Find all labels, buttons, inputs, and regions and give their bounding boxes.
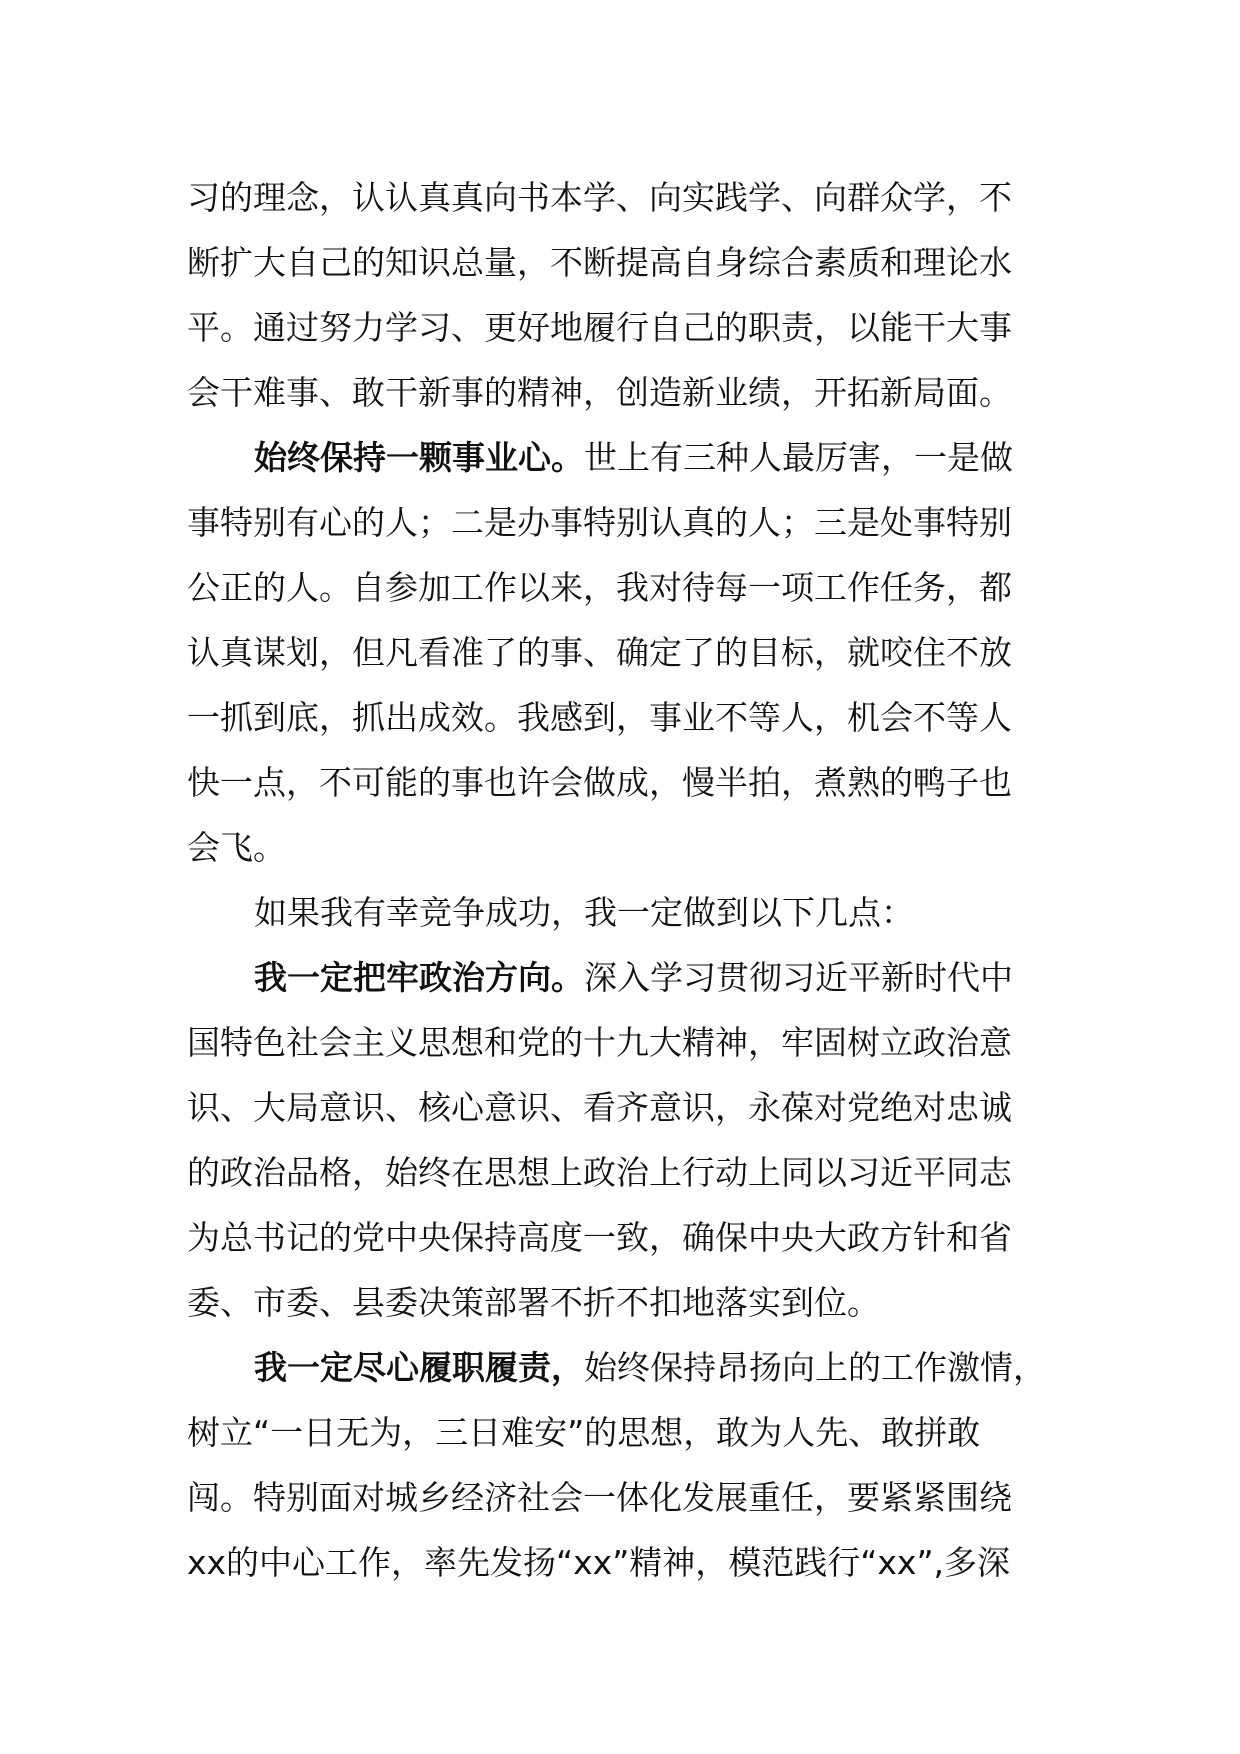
text-line: 闯。特别面对城乡经济社会一体化发展重任，要紧紧围绕	[187, 1478, 1012, 1517]
text-line: 国特色社会主义思想和党的十九大精神，牢固树立政治意	[187, 1023, 1012, 1062]
text-line: 委、市委、县委决策部署不折不扣地落实到位。	[187, 1283, 880, 1322]
text-line: 断扩大自己的知识总量，不断提高自身综合素质和理论水	[187, 243, 1012, 282]
text-line: 公正的人。自参加工作以来，我对待每一项工作任务，都	[187, 568, 1012, 607]
paragraph-start-line: 我一定尽心履职履责，始终保持昂扬向上的工作激情，	[254, 1348, 1046, 1387]
paragraph-start-line: 如果我有幸竞争成功，我一定做到以下几点：	[254, 893, 914, 932]
text-line: 识、大局意识、核心意识、看齐意识，永葆对党绝对忠诚	[187, 1088, 1012, 1127]
text-line: 会干难事、敢干新事的精神，创造新业绩，开拓新局面。	[187, 373, 1012, 412]
text-line: 习的理念，认认真真向书本学、向实践学、向群众学，不	[187, 178, 1012, 217]
text-line: 的政治品格，始终在思想上政治上行动上同以习近平同志	[187, 1153, 1012, 1192]
text-line: 快一点，不可能的事也许会做成，慢半拍，煮熟的鸭子也	[187, 763, 1012, 802]
paragraph-heading: 我一定把牢政治方向。	[254, 958, 584, 997]
text-line: 树立“一日无为，三日难安”的思想，敢为人先、敢拼敢	[187, 1413, 981, 1452]
paragraph-start-line: 始终保持一颗事业心。世上有三种人最厉害，一是做	[254, 438, 1013, 477]
text-line: 会飞。	[187, 828, 286, 867]
text-line: 为总书记的党中央保持高度一致，确保中央大政方针和省	[187, 1218, 1012, 1257]
paragraph-heading: 我一定尽心履职履责，	[254, 1348, 584, 1387]
text-line: 一抓到底，抓出成效。我感到，事业不等人，机会不等人	[187, 698, 1012, 737]
text-line: xx的中心工作，率先发扬“xx”精神，模范践行“xx”,多深	[187, 1543, 1011, 1582]
text-line: 认真谋划，但凡看准了的事、确定了的目标，就咬住不放	[187, 633, 1012, 672]
body-text	[187, 165, 1077, 1595]
text-line: 平。通过努力学习、更好地履行自己的职责，以能干大事	[187, 308, 1012, 347]
paragraph-heading: 始终保持一颗事业心。	[254, 438, 584, 477]
paragraph-start-line: 我一定把牢政治方向。深入学习贯彻习近平新时代中	[254, 958, 1013, 997]
text-line: 事特别有心的人；二是办事特别认真的人；三是处事特别	[187, 503, 1012, 542]
